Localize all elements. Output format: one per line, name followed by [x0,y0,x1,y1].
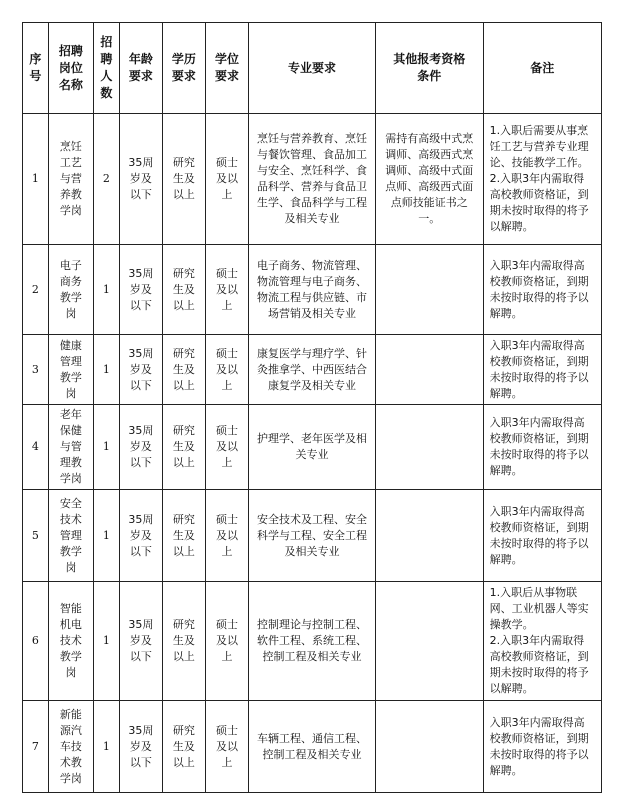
row-education: 研究生及以上 [162,245,205,335]
row-education: 研究生及以上 [162,490,205,582]
row-note: 入职3年内需取得高校教师资格证，到期未按时取得的将予以解聘。 [483,335,601,405]
row-degree: 硕士及以上 [205,114,248,245]
row-degree: 硕士及以上 [205,335,248,405]
recruitment-table [22,22,602,793]
row-note: 1.入职后从事物联网、工业机器人等实操教学。 2.入职3年内需取得高校教师资格证，到期未按时取得的将予以解聘。 [483,582,601,701]
row-seq: 5 [23,490,49,582]
table-row [23,405,602,490]
row-age: 35周岁及以下 [119,335,162,405]
header-degree: 学位要求 [205,23,248,114]
row-degree: 硕士及以上 [205,490,248,582]
table-row [23,335,602,405]
row-age: 35周岁及以下 [119,405,162,490]
row-seq: 4 [23,405,49,490]
row-seq: 3 [23,335,49,405]
row-note: 入职3年内需取得高校教师资格证，到期未按时取得的将予以解聘。 [483,405,601,490]
row-education: 研究生及以上 [162,582,205,701]
row-degree: 硕士及以上 [205,582,248,701]
row-education: 研究生及以上 [162,114,205,245]
row-other [375,490,483,582]
row-count: 1 [94,245,120,335]
table-row [23,114,602,245]
row-count: 1 [94,490,120,582]
table-row [23,701,602,793]
row-degree: 硕士及以上 [205,245,248,335]
header-count: 招聘人数 [94,23,120,114]
table-row [23,582,602,701]
header-note: 备注 [483,23,601,114]
row-major: 烹饪与营养教育、烹饪与餐饮管理、食品加工与安全、烹饪科学、食品科学、营养与食品卫生学、食品科学与工程及相关专业 [248,114,375,245]
row-education: 研究生及以上 [162,335,205,405]
row-major: 护理学、老年医学及相关专业 [248,405,375,490]
header-major: 专业要求 [248,23,375,114]
row-education: 研究生及以上 [162,405,205,490]
row-age: 35周岁及以下 [119,114,162,245]
header-other: 其他报考资格条件 [375,23,483,114]
row-major: 车辆工程、通信工程、控制工程及相关专业 [248,701,375,793]
row-seq: 2 [23,245,49,335]
row-degree: 硕士及以上 [205,405,248,490]
row-post: 健康管理教学岗 [48,335,93,405]
row-age: 35周岁及以下 [119,490,162,582]
header-row [23,23,602,114]
row-seq: 6 [23,582,49,701]
row-age: 35周岁及以下 [119,245,162,335]
row-post: 智能机电技术教学岗 [48,582,93,701]
row-major: 康复医学与理疗学、针灸推拿学、中西医结合康复学及相关专业 [248,335,375,405]
row-major: 电子商务、物流管理、物流管理与电子商务、物流工程与供应链、市场营销及相关专业 [248,245,375,335]
row-other [375,245,483,335]
row-post: 安全技术管理教学岗 [48,490,93,582]
header-age: 年龄要求 [119,23,162,114]
row-count: 1 [94,335,120,405]
table-row [23,245,602,335]
row-major: 安全技术及工程、安全科学与工程、安全工程及相关专业 [248,490,375,582]
row-major: 控制理论与控制工程、软件工程、系统工程、控制工程及相关专业 [248,582,375,701]
row-other [375,335,483,405]
row-post: 电子商务教学岗 [48,245,93,335]
header-seq: 序号 [23,23,49,114]
row-count: 1 [94,701,120,793]
row-count: 2 [94,114,120,245]
row-note: 入职3年内需取得高校教师资格证，到期未按时取得的将予以解聘。 [483,245,601,335]
table-row [23,490,602,582]
row-seq: 7 [23,701,49,793]
row-count: 1 [94,405,120,490]
row-note: 入职3年内需取得高校教师资格证，到期未按时取得的将予以解聘。 [483,490,601,582]
row-post: 烹饪工艺与营养教学岗 [48,114,93,245]
header-post: 招聘岗位名称 [48,23,93,114]
row-other [375,701,483,793]
row-note: 1.入职后需要从事烹饪工艺与营养专业理论、技能教学工作。 2.入职3年内需取得高校教师资格证，到期未按时取得的将予以解聘。 [483,114,601,245]
row-other [375,405,483,490]
row-seq: 1 [23,114,49,245]
row-education: 研究生及以上 [162,701,205,793]
row-age: 35周岁及以下 [119,701,162,793]
row-degree: 硕士及以上 [205,701,248,793]
row-post: 老年保健与管理教学岗 [48,405,93,490]
row-other [375,582,483,701]
row-note: 入职3年内需取得高校教师资格证，到期未按时取得的将予以解聘。 [483,701,601,793]
row-other: 需持有高级中式烹调师、高级西式烹调师、高级中式面点师、高级西式面点师技能证书之一。 [375,114,483,245]
header-education: 学历要求 [162,23,205,114]
row-count: 1 [94,582,120,701]
row-post: 新能源汽车技术教学岗 [48,701,93,793]
row-age: 35周岁及以下 [119,582,162,701]
